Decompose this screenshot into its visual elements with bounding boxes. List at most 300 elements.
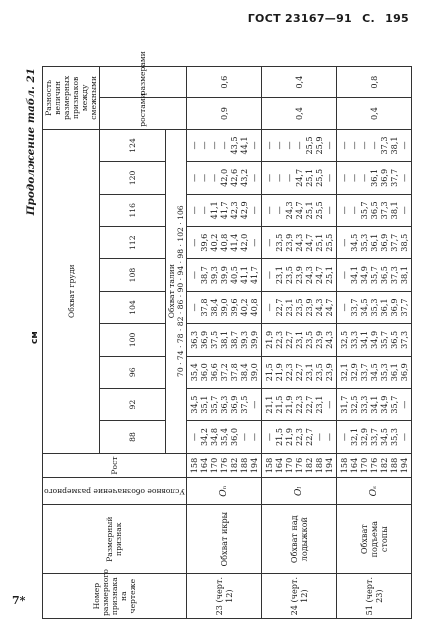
value-cell: 42,0 [218,168,229,187]
chest-120: 120 [100,162,166,194]
value-cell: 23,1 [313,395,324,414]
value-cell: 34,2 [198,428,209,447]
value-cell: 25,1 [313,233,324,252]
value-cell: — [273,141,284,150]
value-cell: — [283,141,294,150]
chest-100: 100 [100,324,166,356]
value-cell: — [263,238,274,247]
height-value: 164 [273,457,284,474]
value-cell: 36,1 [378,298,389,317]
value-cell: — [198,206,209,215]
value-cell: 33,3 [348,330,359,349]
height-value: 158 [263,457,274,474]
height-value: 194 [323,457,334,474]
value-cell: 22,3 [293,395,304,414]
value-cell: 21,5 [273,395,284,414]
chest-96: 96 [100,356,166,388]
value-cell: 36,3 [218,395,229,414]
value-cell: 35,7 [378,330,389,349]
value-cell: — [338,206,349,215]
value-cell: 34,5 [358,298,369,317]
value-cell: 22,3 [293,428,304,447]
diff-header: Разность величин размерных признаков между смежными [43,67,100,130]
value-cell: — [273,173,284,182]
row-heights [186,453,261,478]
value-cell: — [263,173,274,182]
value-cell: — [398,400,409,409]
table-row [261,67,336,619]
row-symbol: Оₛ [336,478,411,505]
value-cell: 39,3 [238,330,249,349]
value-cell: 22,3 [273,330,284,349]
value-cell: 35,3 [388,428,399,447]
value-cell: — [238,432,249,442]
value-cell: — [398,173,409,182]
value-cell: 36,5 [378,266,389,285]
value-cell: — [323,173,334,182]
col-feature-header: Размерный признак [43,505,187,574]
value-cell: 37,8 [228,363,239,382]
value-cell: — [248,432,259,442]
height-value: 158 [338,457,349,474]
value-column [261,194,336,226]
height-value: 188 [238,457,249,474]
value-cell: 39,0 [248,363,259,382]
value-cell: 38,1 [388,201,399,220]
table-row [336,67,411,619]
value-cell: 24,3 [283,201,294,220]
value-cell: 37,7 [398,298,409,317]
value-cell: 36,6 [208,363,219,382]
value-cell: 37,3 [398,330,409,349]
value-cell: 35,7 [358,201,369,220]
height-value: 182 [378,457,389,474]
diff-height-header: ростами [100,98,187,129]
value-cell: — [273,206,284,215]
value-column [336,421,411,453]
value-cell: 40,8 [218,233,229,252]
value-cell: — [188,432,199,442]
value-cell: 34,5 [368,363,379,382]
value-cell: 23,5 [273,233,284,252]
value-cell: — [398,432,409,442]
value-cell: 41,7 [218,201,229,220]
value-cell: 36,0 [198,363,209,382]
value-cell: 42,3 [228,201,239,220]
value-cell: — [358,173,369,182]
value-cell: — [323,206,334,215]
row-heights [336,453,411,478]
value-cell: — [208,173,219,182]
row-diff-size: 0,8 [336,67,411,98]
value-cell: 25,5 [303,136,314,155]
value-cell: 37,5 [238,395,249,414]
table-caption: Продолжение табл. 21 [25,68,37,216]
col-symbol-header [43,478,187,505]
waist-98: 98 [175,248,185,259]
value-cell: 34,5 [188,395,199,414]
value-cell: 35,7 [368,266,379,285]
value-cell: 23,1 [303,363,314,382]
value-cell: 22,7 [303,428,314,447]
value-column [186,226,261,258]
value-cell: — [398,141,409,150]
value-cell: 38,1 [398,266,409,285]
value-cell: 23,1 [273,266,284,285]
value-cell: 35,3 [368,298,379,317]
value-cell: 35,1 [198,395,209,414]
table-body [186,67,411,619]
row-diff-height: 0,4 [336,98,411,129]
value-cell: 38,4 [238,363,249,382]
height-value: 188 [388,457,399,474]
value-column [261,162,336,194]
value-cell: 33,7 [358,363,369,382]
row-symbol: Оₙ [186,478,261,505]
value-cell: — [338,238,349,247]
value-cell: 23,5 [283,266,294,285]
value-column [336,388,411,420]
value-cell: — [348,206,359,215]
value-cell: 40,8 [248,298,259,317]
value-cell: 37,3 [388,266,399,285]
value-cell: 23,1 [293,330,304,349]
value-cell: — [248,173,259,182]
page-number: 195 [385,12,409,25]
value-cell: — [248,400,259,409]
value-column [336,129,411,162]
value-column [336,291,411,323]
chest-124: 124 [100,129,166,162]
value-column [261,259,336,291]
value-cell: 36,1 [388,363,399,382]
value-cell: 23,9 [303,298,314,317]
value-cell: 24,7 [323,298,334,317]
value-cell: 37,7 [388,233,399,252]
page-header [242,12,409,25]
row-feature: Обхват икры [186,505,261,574]
value-column [336,356,411,388]
value-cell: — [338,303,349,312]
waist-82: 82 [175,316,185,327]
value-cell: 36,9 [388,298,399,317]
value-cell: — [188,141,199,150]
col-number-header: Номер размерного признака на чертеже [43,574,187,619]
value-cell: — [398,206,409,215]
value-cell: 32,1 [338,363,349,382]
value-cell: — [248,206,259,215]
value-cell: 25,5 [313,201,324,220]
value-cell: — [293,141,304,150]
value-cell: 36,1 [368,168,379,187]
height-value: 176 [293,457,304,474]
height-value: 164 [348,457,359,474]
value-cell: 25,1 [323,266,334,285]
unit-label: см [30,331,40,344]
value-cell: 32,9 [358,428,369,447]
measurement-table [42,51,412,619]
value-column [186,291,261,323]
height-value: 182 [228,457,239,474]
value-cell: — [188,303,199,312]
value-cell: 40,2 [208,233,219,252]
value-cell: 33,7 [348,298,359,317]
row-number: 51 (черт. 23) [336,574,411,619]
value-cell: 23,5 [303,330,314,349]
value-cell: 32,1 [348,428,359,447]
value-column [336,259,411,291]
value-cell: 23,9 [283,233,294,252]
row-heights [261,453,336,478]
value-cell: 21,9 [283,395,294,414]
value-cell: 23,9 [313,330,324,349]
chest-88: 88 [100,421,166,453]
value-cell: 21,5 [263,363,274,382]
value-cell: — [323,141,334,150]
value-cell: 34,5 [378,428,389,447]
col-symbol-text: Условное обозначение размерного [44,486,185,496]
waist-90: 90 [175,282,185,293]
value-cell: 25,5 [323,233,334,252]
value-cell: 36,9 [228,395,239,414]
value-cell: 36,3 [188,330,199,349]
value-cell: — [368,141,379,150]
value-cell: 22,7 [273,298,284,317]
value-cell: 24,3 [303,266,314,285]
value-cell: 33,3 [358,395,369,414]
value-cell: 22,7 [303,395,314,414]
value-cell: 24,7 [293,201,304,220]
value-cell: 37,2 [218,363,229,382]
value-cell: — [188,271,199,280]
value-cell: 39,6 [228,298,239,317]
value-cell: 42,6 [228,168,239,187]
waist-group-label: Обхват талии [166,264,176,319]
rotated-table-block [25,51,413,619]
height-value: 176 [218,457,229,474]
value-cell: 32,5 [348,395,359,414]
row-feature: Обхват подъема стопы [336,505,411,574]
row-diff-size: 0,6 [186,67,261,98]
chest-104: 104 [100,291,166,323]
value-cell: — [338,271,349,280]
waist-94: 94 [175,265,185,276]
value-cell: 34,1 [358,330,369,349]
value-cell: — [188,173,199,182]
value-cell: — [338,141,349,150]
value-cell: 36,5 [368,201,379,220]
value-cell: — [208,141,219,150]
value-cell: 41,1 [208,201,219,220]
value-column [261,324,336,356]
value-cell: — [323,400,334,409]
value-cell: 39,9 [248,330,259,349]
chest-112: 112 [100,226,166,258]
value-column [261,226,336,258]
value-cell: 38,5 [398,233,409,252]
value-cell: 41,1 [238,266,249,285]
value-cell: 36,9 [198,330,209,349]
value-column [186,388,261,420]
value-cell: — [263,271,274,280]
value-column [186,162,261,194]
height-value: 170 [208,457,219,474]
value-cell: 25,5 [313,168,324,187]
value-cell: 24,7 [293,168,304,187]
waist-106: 106 [175,205,185,220]
value-cell: — [188,206,199,215]
value-cell: 24,3 [323,330,334,349]
value-cell: 41,7 [248,266,259,285]
value-cell: — [323,432,334,442]
waist-70: 70 [175,367,185,378]
value-cell: — [198,141,209,150]
height-value: 176 [368,457,379,474]
value-cell: 23,5 [313,363,324,382]
value-cell: — [248,238,259,247]
value-cell: 38,1 [218,330,229,349]
page-sep: С. [362,12,375,25]
value-cell: 34,9 [358,266,369,285]
value-cell: 21,9 [263,330,274,349]
value-cell: — [248,141,259,150]
value-cell: — [348,173,359,182]
value-cell: — [263,432,274,442]
value-cell: 34,8 [208,428,219,447]
value-cell: — [263,206,274,215]
value-cell: 40,2 [238,298,249,317]
row-number: 23 (черт. 12) [186,574,261,619]
value-cell: — [263,303,274,312]
value-cell: 39,9 [218,266,229,285]
value-cell: 22,7 [283,330,294,349]
chest-group-header: Обхват груди [43,129,100,453]
value-cell: 35,7 [388,395,399,414]
value-cell: 38,1 [388,136,399,155]
standard-number: ГОСТ 23167—91 [247,12,352,25]
value-cell: 36,9 [398,363,409,382]
value-cell: 37,8 [198,298,209,317]
row-diff-size: 0,4 [261,67,336,98]
value-cell: — [348,141,359,150]
row-feature: Обхват над лодыжкой [261,505,336,574]
row-diff-height: 0,4 [261,98,336,129]
value-cell: 35,7 [208,395,219,414]
diff-size-header: размерами [100,67,187,98]
height-value: 194 [398,457,409,474]
chest-92: 92 [100,388,166,420]
value-cell: 34,9 [378,395,389,414]
value-cell: 36,5 [388,330,399,349]
value-cell: 21,5 [273,428,284,447]
height-value: 170 [358,457,369,474]
value-cell: 22,7 [293,363,304,382]
value-cell: — [283,173,294,182]
chest-116: 116 [100,194,166,226]
value-cell: 43,5 [228,136,239,155]
value-cell: 38,7 [198,266,209,285]
row-diff-height: 0,9 [186,98,261,129]
value-cell: 37,5 [208,330,219,349]
value-column [186,356,261,388]
value-cell: 25,1 [303,201,314,220]
value-cell: 36,9 [378,168,389,187]
value-cell: 21,9 [273,363,284,382]
value-cell: 39,6 [198,233,209,252]
value-cell: 37,7 [388,168,399,187]
value-column [261,356,336,388]
value-column [261,291,336,323]
value-column [261,421,336,453]
value-cell: 33,7 [368,428,379,447]
table-row [186,67,261,619]
value-cell: 23,1 [283,298,294,317]
value-cell: 35,3 [358,233,369,252]
value-cell: 23,9 [293,266,304,285]
value-cell: 34,1 [348,266,359,285]
value-cell: 40,5 [228,266,239,285]
value-cell: 39,0 [218,298,229,317]
value-cell: 21,9 [283,428,294,447]
height-value: 164 [198,457,209,474]
value-cell: 42,9 [238,201,249,220]
height-value: 158 [188,457,199,474]
value-cell: — [263,141,274,150]
waist-86: 86 [175,299,185,310]
height-value: 188 [313,457,324,474]
value-cell: — [218,141,229,150]
value-cell: 25,9 [313,136,324,155]
value-cell: 37,3 [378,136,389,155]
value-cell: — [338,432,349,442]
value-column [186,194,261,226]
value-cell: 31,7 [338,395,349,414]
value-cell: 36,9 [378,233,389,252]
value-column [186,324,261,356]
value-cell: 37,3 [378,201,389,220]
row-number: 24 (черт. 12) [261,574,336,619]
value-cell: 38,7 [228,330,239,349]
chest-108: 108 [100,259,166,291]
value-cell: 34,5 [348,233,359,252]
waist-74: 74 [175,350,185,361]
waist-group-header: Обхват талии 70 · 74 · 78 · 82 · 86 · 90 · 94 · 98 · 102 · 106 [165,129,186,453]
height-value: 170 [283,457,294,474]
value-cell: 25,1 [303,168,314,187]
col-height-header: Рост [43,453,187,478]
value-column [336,226,411,258]
value-column [336,194,411,226]
value-column [336,324,411,356]
value-cell: 24,7 [313,266,324,285]
value-cell: — [338,173,349,182]
value-cell: 24,7 [303,233,314,252]
value-cell: 24,3 [313,298,324,317]
value-column [261,388,336,420]
value-cell: 24,3 [293,233,304,252]
value-cell: 34,9 [368,330,379,349]
value-cell: 44,1 [238,136,249,155]
value-cell: 34,1 [368,395,379,414]
value-cell: 36,0 [228,428,239,447]
value-cell: 32,9 [348,363,359,382]
value-cell: 35,4 [218,428,229,447]
value-column [186,259,261,291]
value-cell: 23,5 [293,298,304,317]
value-cell: — [198,173,209,182]
value-cell: — [358,141,369,150]
value-cell: 35,4 [188,363,199,382]
